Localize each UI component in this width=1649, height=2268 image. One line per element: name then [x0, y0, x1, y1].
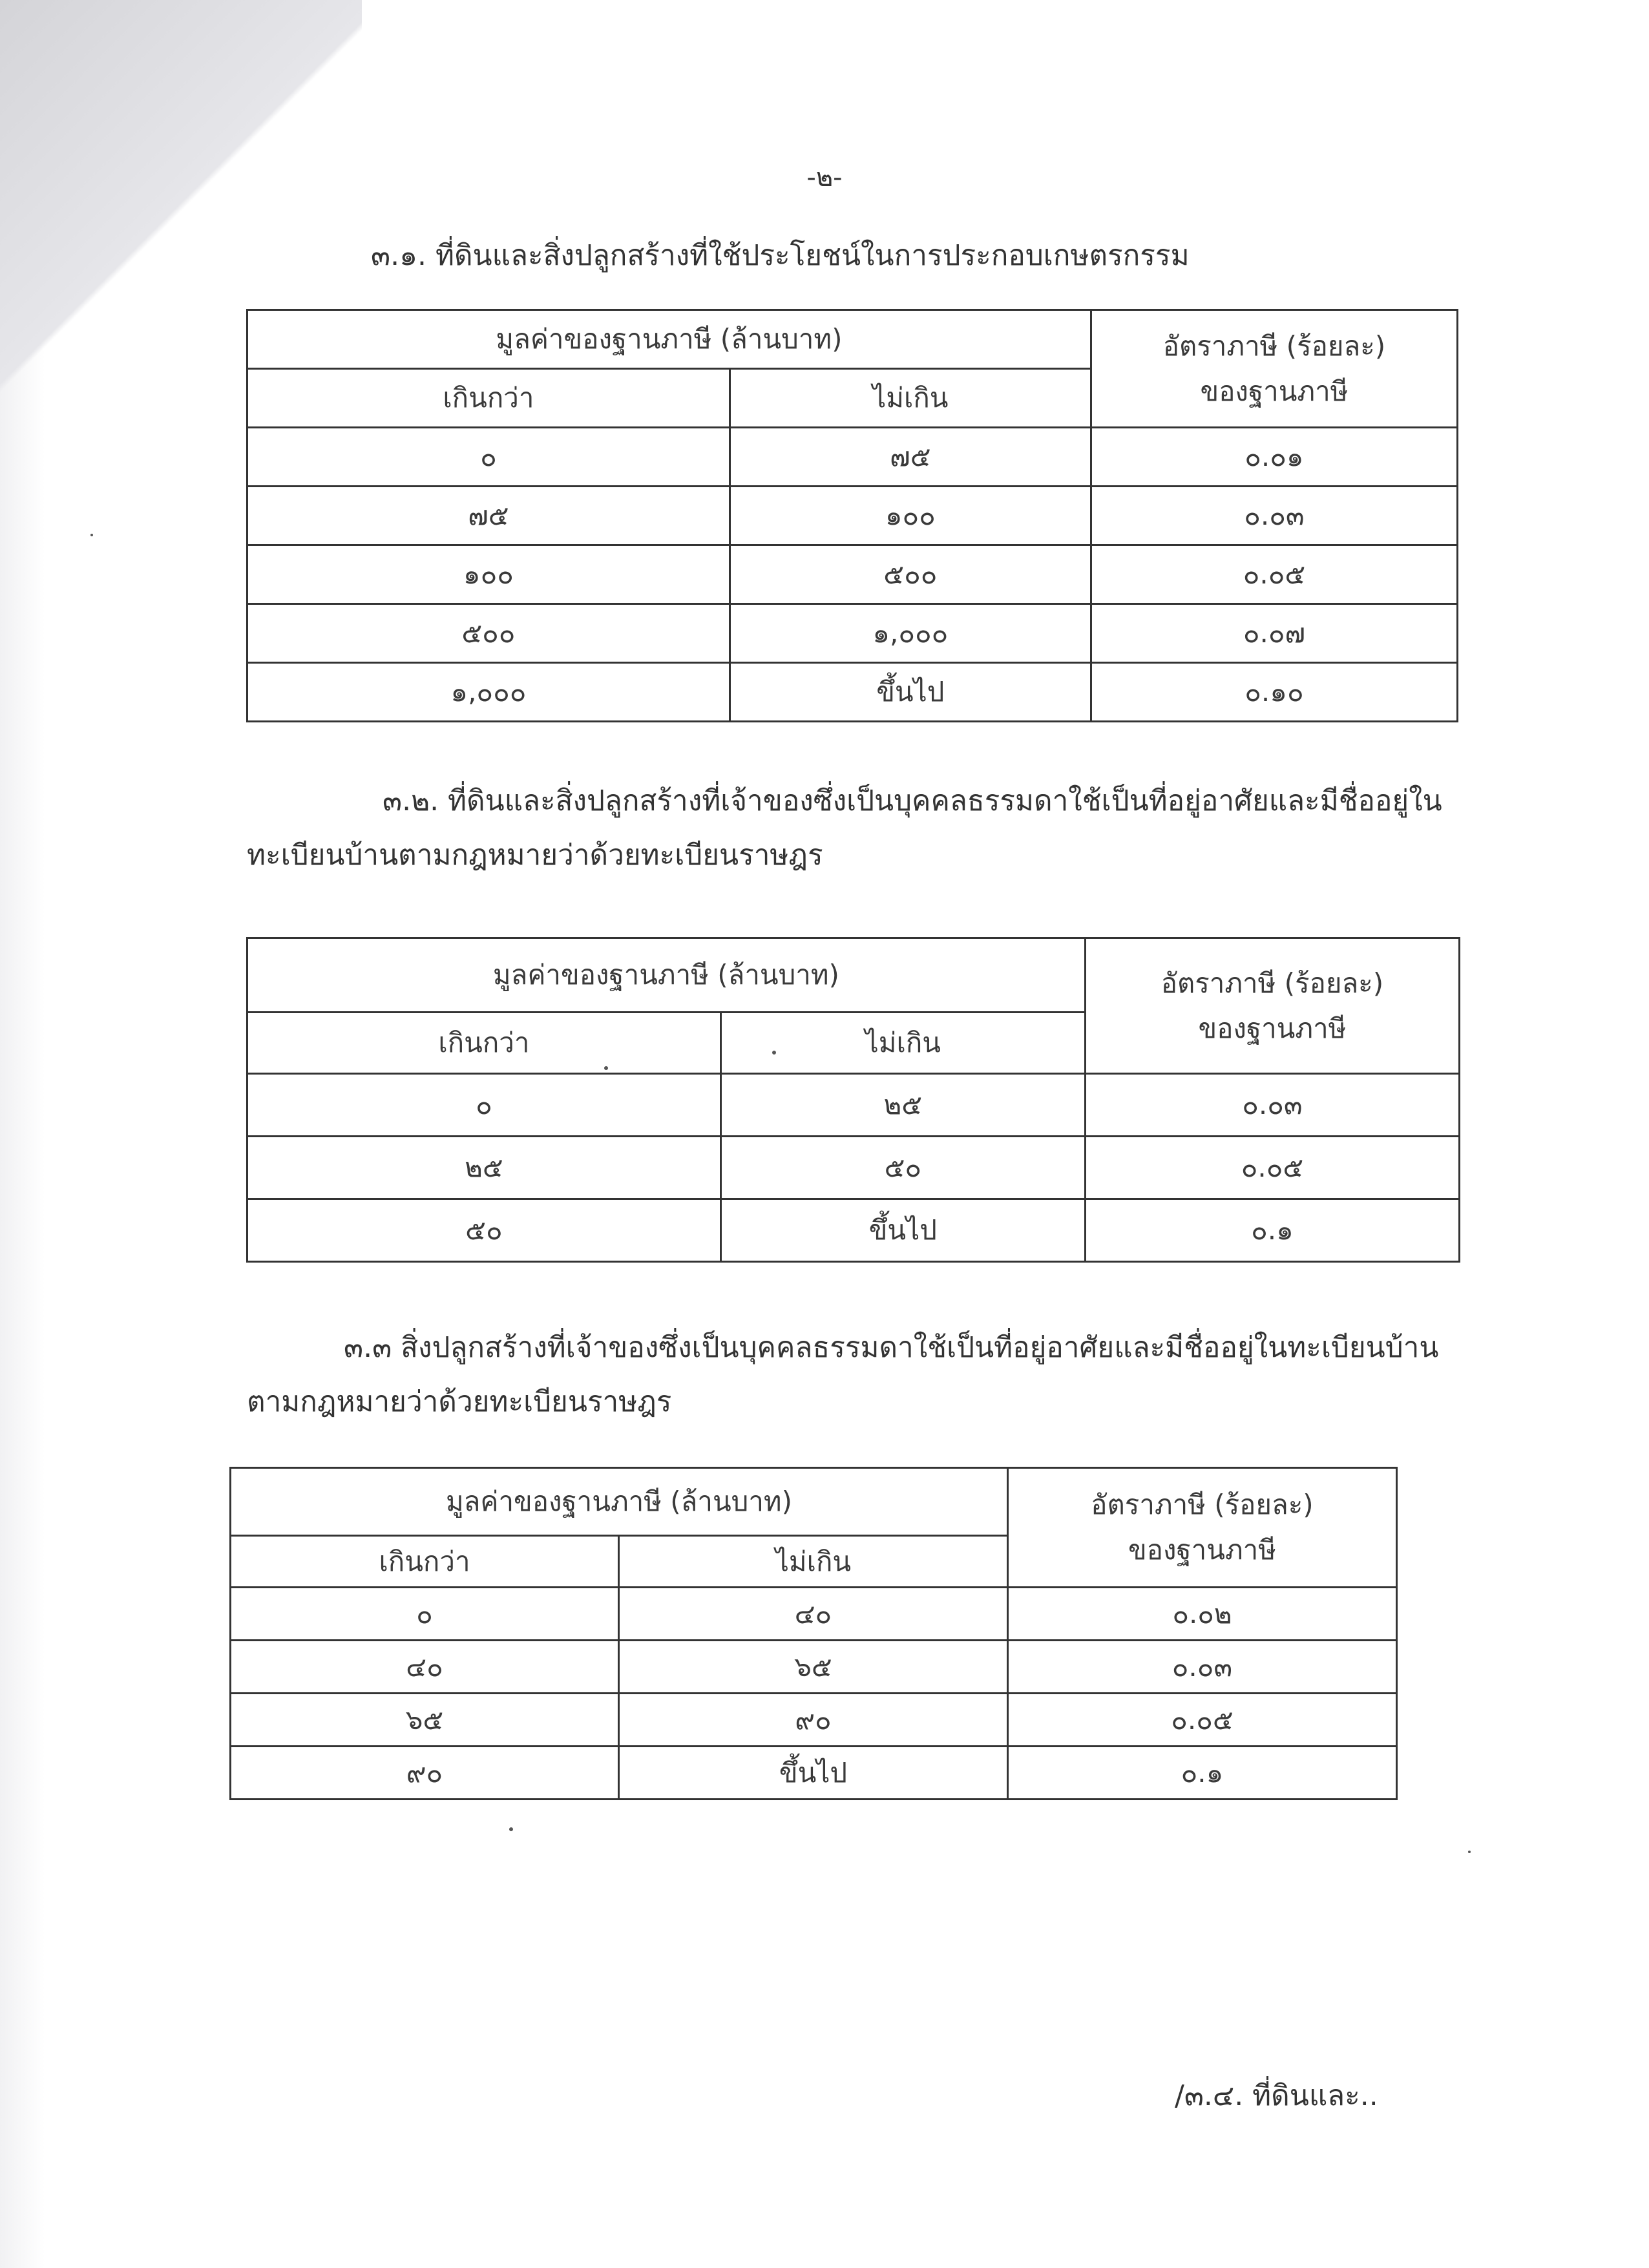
rate-cell: ๐.๑ — [1085, 1199, 1459, 1262]
rate-cell: ๐.๐๓ — [1085, 1074, 1459, 1137]
rate-header-line1: อัตราภาษี (ร้อยละ) — [1161, 967, 1384, 999]
section-heading-3-1: ๓.๑. ที่ดินและสิ่งปลูกสร้างที่ใช้ประโยชน์ในการประกอบเกษตรกรรม — [371, 239, 1190, 272]
rate-cell: ๐.๐๕ — [1007, 1694, 1396, 1747]
not-over-cell: ๒๕ — [720, 1074, 1085, 1137]
not-over-cell: ขึ้นไป — [618, 1747, 1007, 1800]
rate-cell: ๐.๐๓ — [1007, 1641, 1396, 1694]
not-over-header: ไม่เกิน — [730, 369, 1091, 428]
rate-header-line2: ของฐานภาษี — [1128, 1534, 1276, 1566]
rate-cell: ๐.๐๗ — [1091, 604, 1457, 663]
not-over-cell: ขึ้นไป — [730, 663, 1091, 722]
rate-cell: ๐.๐๕ — [1091, 545, 1457, 604]
section-heading-3-2: ๓.๒. ที่ดินและสิ่งปลูกสร้างที่เจ้าของซึ่งเป็นบุคคลธรรมดาใช้เป็นที่อยู่อาศัยและมีชื่ออยู่ในทะเบียนบ้านตามกฎหมายว่าด้วยทะเบียนราษฎร — [247, 784, 1442, 872]
over-cell: ๕๐ — [247, 1199, 721, 1262]
not-over-header: ไม่เกิน — [618, 1536, 1007, 1588]
rate-header — [1007, 1468, 1396, 1588]
over-cell: ๔๐ — [231, 1641, 619, 1694]
over-cell: ๑๐๐ — [247, 545, 730, 604]
over-cell: ๐ — [247, 1074, 721, 1137]
not-over-cell: ๑,๐๐๐ — [730, 604, 1091, 663]
table-row — [247, 428, 1458, 487]
table-row — [247, 1199, 1460, 1262]
rate-header — [1091, 310, 1457, 428]
scan-speck — [90, 534, 93, 536]
scan-speck — [1468, 1851, 1471, 1853]
value-header: มูลค่าของฐานภาษี (ล้านบาท) — [247, 310, 1091, 369]
table-row — [231, 1747, 1397, 1800]
over-cell: ๗๕ — [247, 487, 730, 545]
not-over-cell: ๑๐๐ — [730, 487, 1091, 545]
over-header: เกินกว่า — [231, 1536, 619, 1588]
not-over-header: ไม่เกิน — [720, 1013, 1085, 1074]
table-row — [247, 604, 1458, 663]
over-cell: ๑,๐๐๐ — [247, 663, 730, 722]
over-cell: ๐ — [231, 1588, 619, 1641]
over-cell: ๒๕ — [247, 1137, 721, 1199]
rate-header-line2: ของฐานภาษี — [1200, 375, 1349, 407]
over-header: เกินกว่า — [247, 1013, 721, 1074]
value-header: มูลค่าของฐานภาษี (ล้านบาท) — [231, 1468, 1008, 1536]
table-row — [247, 487, 1458, 545]
over-header: เกินกว่า — [247, 369, 730, 428]
table-row — [231, 1588, 1397, 1641]
not-over-cell: ๕๐๐ — [730, 545, 1091, 604]
section-heading-3-3: ๓.๓ สิ่งปลูกสร้างที่เจ้าของซึ่งเป็นบุคคลธรรมดาใช้เป็นที่อยู่อาศัยและมีชื่ออยู่ในทะเบียนบ้านตามกฎหมายว่าด้วยทะเบียนราษฎร — [247, 1331, 1439, 1418]
scan-speck — [509, 1827, 513, 1831]
value-header: มูลค่าของฐานภาษี (ล้านบาท) — [247, 938, 1086, 1013]
not-over-cell: ๗๕ — [730, 428, 1091, 487]
not-over-cell: ๔๐ — [618, 1588, 1007, 1641]
not-over-cell: ๕๐ — [720, 1137, 1085, 1199]
rate-header — [1085, 938, 1459, 1074]
over-cell: ๕๐๐ — [247, 604, 730, 663]
tax-rate-table-3-1 — [246, 309, 1458, 722]
rate-header-line1: อัตราภาษี (ร้อยละ) — [1091, 1489, 1314, 1520]
rate-cell: ๐.๑ — [1007, 1747, 1396, 1800]
table-row — [231, 1641, 1397, 1694]
scan-speck — [604, 1066, 608, 1070]
table-row — [247, 1074, 1460, 1137]
over-cell: ๙๐ — [231, 1747, 619, 1800]
rate-cell: ๐.๐๑ — [1091, 428, 1457, 487]
table-row — [247, 663, 1458, 722]
not-over-cell: ขึ้นไป — [720, 1199, 1085, 1262]
table-row — [247, 1137, 1460, 1199]
table-header-row — [247, 938, 1460, 1013]
rate-header-line2: ของฐานภาษี — [1198, 1012, 1347, 1044]
not-over-cell: ๖๕ — [618, 1641, 1007, 1694]
over-cell: ๖๕ — [231, 1694, 619, 1747]
table-header-row — [247, 310, 1458, 369]
tax-rate-table-3-2 — [246, 937, 1460, 1263]
over-cell: ๐ — [247, 428, 730, 487]
table-row — [247, 545, 1458, 604]
rate-header-line1: อัตราภาษี (ร้อยละ) — [1162, 330, 1386, 362]
tax-rate-table-3-3 — [229, 1467, 1398, 1800]
rate-cell: ๐.๐๒ — [1007, 1588, 1396, 1641]
page-number: -๒- — [806, 163, 843, 193]
table-header-row — [231, 1468, 1397, 1536]
not-over-cell: ๙๐ — [618, 1694, 1007, 1747]
rate-cell: ๐.๐๓ — [1091, 487, 1457, 545]
scan-speck — [772, 1051, 776, 1055]
rate-cell: ๐.๐๕ — [1085, 1137, 1459, 1199]
rate-cell: ๐.๑๐ — [1091, 663, 1457, 722]
table-row — [231, 1694, 1397, 1747]
next-page-reference: /๓.๔. ที่ดินและ.. — [1175, 2079, 1378, 2112]
